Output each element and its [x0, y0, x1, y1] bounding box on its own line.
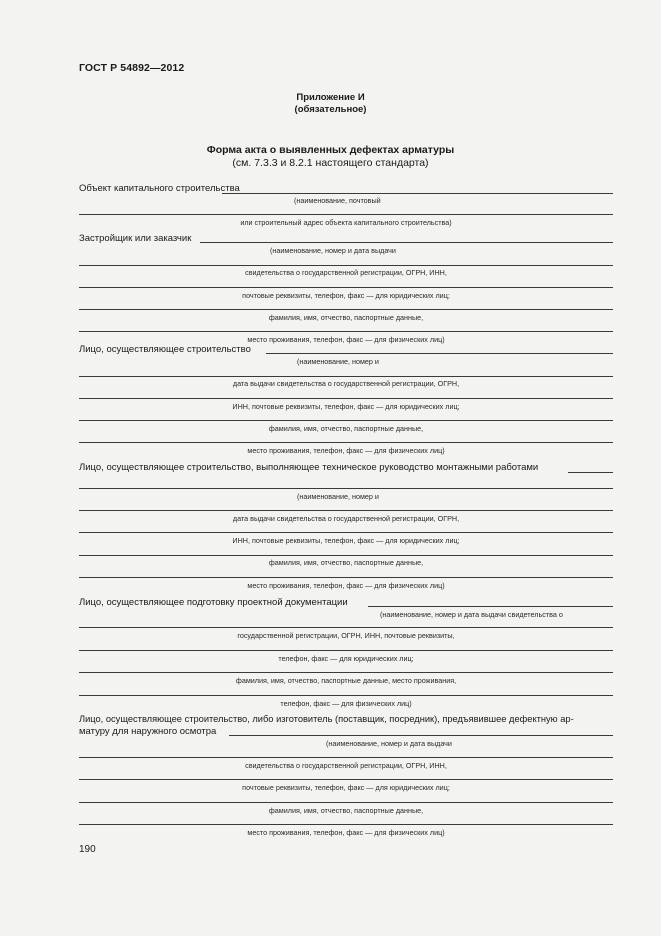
fill-line[interactable]	[79, 420, 613, 421]
fill-line[interactable]	[266, 353, 613, 354]
hint-text: почтовые реквизиты, телефон, факс — для юридических лиц;	[242, 291, 450, 300]
fill-line[interactable]	[79, 757, 613, 758]
fill-line[interactable]	[79, 779, 613, 780]
fill-line[interactable]	[79, 802, 613, 803]
fill-line[interactable]	[79, 488, 613, 489]
fill-line[interactable]	[79, 695, 613, 696]
hint-text: (наименование, номер и дата выдачи	[270, 246, 396, 255]
fill-line[interactable]	[229, 735, 613, 736]
hint-text: телефон, факс — для юридических лиц;	[278, 654, 414, 663]
fill-line[interactable]	[79, 577, 613, 578]
form-subtitle: (см. 7.3.3 и 8.2.1 настоящего стандарта)	[232, 157, 429, 169]
fill-line[interactable]	[79, 331, 613, 332]
form-title: Форма акта о выявленных дефектах арматуры	[206, 144, 455, 156]
fill-line[interactable]	[79, 510, 613, 511]
fill-line[interactable]	[79, 672, 613, 673]
label-supervisor: Лицо, осуществляющее строительство, выполняющее техническое руководство монтажными работами	[79, 462, 539, 473]
hint-text: место проживания, телефон, факс — для физических лиц)	[247, 581, 445, 590]
hint-text: (наименование, номер и	[297, 357, 379, 366]
hint-text: фамилия, имя, отчество, паспортные данные,	[268, 313, 424, 322]
appendix-status: (обязательное)	[294, 104, 367, 115]
hint-text: (наименование, почтовый	[294, 196, 381, 205]
appendix-title: Приложение И	[296, 92, 365, 103]
hint-text: телефон, факс — для физических лиц)	[280, 699, 412, 708]
fill-line[interactable]	[200, 242, 613, 243]
hint-text: дата выдачи свидетельства о государственной регистрации, ОГРН,	[232, 379, 460, 388]
hint-text: (наименование, номер и дата выдачи	[326, 739, 452, 748]
hint-text: почтовые реквизиты, телефон, факс — для юридических лиц;	[242, 783, 450, 792]
fill-line[interactable]	[79, 824, 613, 825]
page-number: 190	[79, 844, 96, 855]
fill-line[interactable]	[79, 214, 613, 215]
fill-line[interactable]	[79, 650, 613, 651]
fill-line[interactable]	[79, 555, 613, 556]
fill-line[interactable]	[79, 398, 613, 399]
fill-line[interactable]	[568, 472, 613, 473]
hint-text: дата выдачи свидетельства о государственной регистрации, ОГРН,	[232, 514, 460, 523]
hint-text: (наименование, номер и дата выдачи свидетельства о	[380, 610, 563, 619]
fill-line[interactable]	[222, 193, 613, 194]
hint-text: фамилия, имя, отчество, паспортные данные, место проживания,	[235, 676, 457, 685]
hint-text: или строительный адрес объекта капитального строительства)	[240, 218, 452, 227]
fill-line[interactable]	[79, 265, 613, 266]
fill-line[interactable]	[79, 309, 613, 310]
hint-text: ИНН, почтовые реквизиты, телефон, факс — для юридических лиц;	[232, 402, 460, 411]
fill-line[interactable]	[368, 606, 613, 607]
label-builder: Лицо, осуществляющее строительство	[79, 344, 251, 355]
fill-line[interactable]	[79, 627, 613, 628]
hint-text: место проживания, телефон, факс — для физических лиц)	[247, 335, 445, 344]
fill-line[interactable]	[79, 532, 613, 533]
fill-line[interactable]	[79, 287, 613, 288]
label-supplier: Лицо, осуществляющее строительство, либо изготовитель (поставщик, посредник), предъявившее дефектную ар-	[79, 714, 574, 724]
hint-text: фамилия, имя, отчество, паспортные данные,	[268, 558, 424, 567]
hint-text: фамилия, имя, отчество, паспортные данные,	[268, 424, 424, 433]
fill-line[interactable]	[79, 442, 613, 443]
label-object: Объект капитального строительства	[79, 183, 240, 194]
hint-text: фамилия, имя, отчество, паспортные данные,	[268, 806, 424, 815]
hint-text: место проживания, телефон, факс — для физических лиц)	[247, 446, 445, 455]
hint-text: место проживания, телефон, факс — для физических лиц)	[247, 828, 445, 837]
hint-text: государственной регистрации, ОГРН, ИНН, почтовые реквизиты,	[237, 631, 455, 640]
fill-line[interactable]	[79, 376, 613, 377]
label-developer: Застройщик или заказчик	[79, 233, 192, 244]
hint-text: свидетельства о государственной регистрации, ОГРН, ИНН,	[245, 268, 447, 277]
document-header: ГОСТ Р 54892—2012	[79, 62, 185, 74]
hint-text: свидетельства о государственной регистрации, ОГРН, ИНН,	[245, 761, 447, 770]
hint-text: (наименование, номер и	[297, 492, 379, 501]
label-supplier-cont: матуру для наружного осмотра	[79, 726, 217, 737]
label-designer: Лицо, осуществляющее подготовку проектной документации	[79, 597, 348, 608]
hint-text: ИНН, почтовые реквизиты, телефон, факс — для юридических лиц;	[232, 536, 460, 545]
